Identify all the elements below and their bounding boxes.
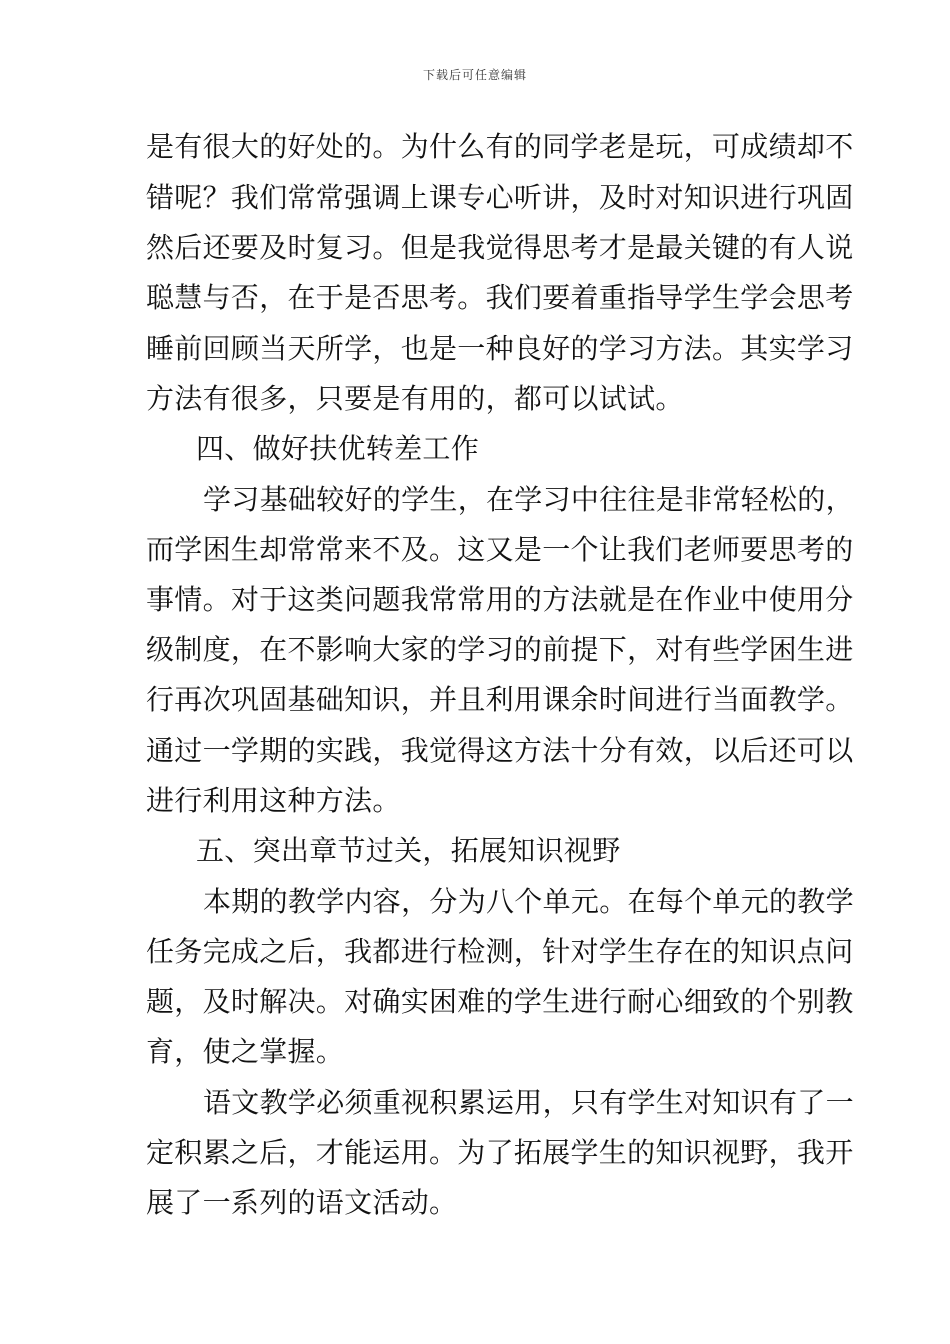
text-line: 学习基础较好的学生，在学习中往往是非常轻松的， <box>203 483 854 516</box>
text-line: 进行利用这种方法。 <box>146 784 401 817</box>
text-line: 级制度，在不影响大家的学习的前提下，对有些学困生进 <box>146 633 854 666</box>
text-line: 而学困生却常常来不及。这又是一个让我们老师要思考的 <box>146 533 854 566</box>
text-line: 然后还要及时复习。但是我觉得思考才是最关键的有人说 <box>146 231 854 264</box>
text-line: 本期的教学内容，分为八个单元。在每个单元的教学 <box>203 885 854 918</box>
text-line: 睡前回顾当天所学，也是一种良好的学习方法。其实学习 <box>146 332 854 365</box>
text-line: 定积累之后，才能运用。为了拓展学生的知识视野，我开 <box>146 1136 854 1169</box>
text-line: 方法有很多，只要是有用的，都可以试试。 <box>146 382 684 415</box>
text-line: 聪慧与否，在于是否思考。我们要着重指导学生学会思考 <box>146 281 854 314</box>
section-heading: 四、做好扶优转差工作 <box>196 432 480 465</box>
text-line: 育，使之掌握。 <box>146 1035 345 1068</box>
text-line: 是有很大的好处的。为什么有的同学老是玩，可成绩却不 <box>146 130 854 163</box>
text-line: 题，及时解决。对确实困难的学生进行耐心细致的个别教 <box>146 985 854 1018</box>
text-line: 通过一学期的实践，我觉得这方法十分有效，以后还可以 <box>146 734 854 767</box>
text-line: 错呢？我们常常强调上课专心听讲，及时对知识进行巩固 <box>146 181 854 214</box>
text-line: 语文教学必须重视积累运用，只有学生对知识有了一 <box>203 1086 854 1119</box>
section-heading: 五、突出章节过关，拓展知识视野 <box>196 834 621 867</box>
text-line: 事情。对于这类问题我常常用的方法就是在作业中使用分 <box>146 583 854 616</box>
text-line: 任务完成之后，我都进行检测，针对学生存在的知识点问 <box>146 935 854 968</box>
header-note: 下载后可任意编辑 <box>422 68 527 82</box>
text-line: 行再次巩固基础知识，并且利用课余时间进行当面教学。 <box>146 683 854 716</box>
text-line: 展了一系列的语文活动。 <box>146 1186 458 1219</box>
